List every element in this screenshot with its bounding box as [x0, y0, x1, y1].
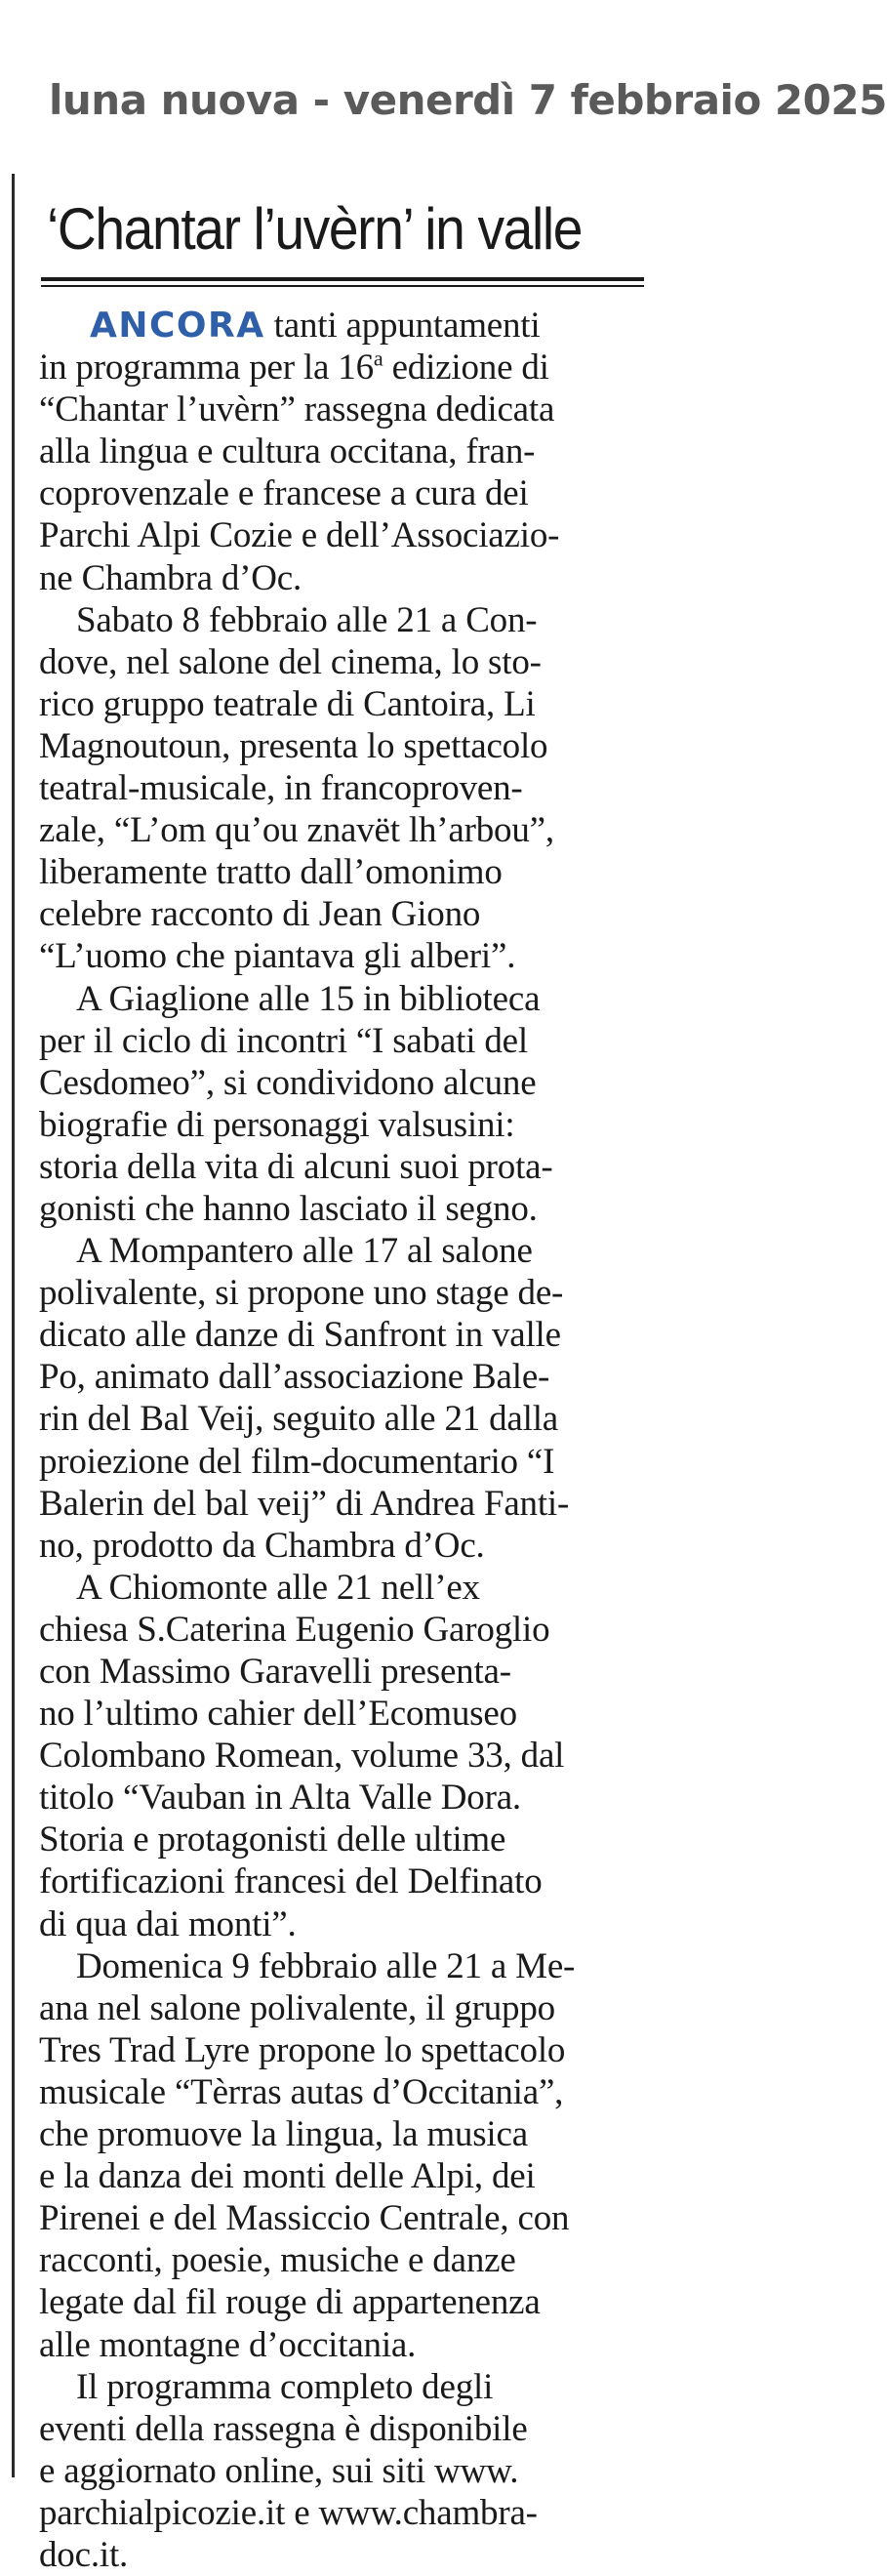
- article-line: chiesa S.Caterina Eugenio Garoglio: [39, 1609, 550, 1650]
- article-line-text: edizione di: [383, 348, 549, 388]
- article-line: eventi della rassegna è disponibile: [39, 2408, 528, 2449]
- article-line: legate dal fil rouge di appartenenza: [39, 2282, 541, 2323]
- article-line: doc.it.: [39, 2534, 129, 2575]
- article-line: no, prodotto da Chambra d’Oc.: [39, 1525, 485, 1566]
- article-line: Storia e protagonisti delle ultime: [39, 1820, 506, 1860]
- article-line: e la danza dei monti delle Alpi, dei: [39, 2156, 536, 2197]
- article-line: parchialpicozie.it e www.chambra-: [39, 2492, 538, 2533]
- article-line: [39, 305, 644, 347]
- article-line: polivalente, si propone uno stage de-: [39, 1273, 564, 1314]
- article-line: dicato alle danze di Sanfront in valle: [39, 1315, 561, 1356]
- article-line: “L’uomo che piantava gli alberi”.: [39, 936, 516, 977]
- article-line: alle montagne d’occitania.: [39, 2324, 417, 2365]
- article-line: alla lingua e cultura occitana, fran-: [39, 431, 536, 472]
- column-divider: [12, 174, 15, 2477]
- article-line: Cesdomeo”, si condividono alcune: [39, 1062, 537, 1103]
- article-line: A Giaglione alle 15 in biblioteca: [76, 978, 541, 1019]
- article-line: Il programma completo degli: [76, 2366, 494, 2407]
- article-title: ‘Chantar l’uvèrn’ in valle: [47, 196, 583, 262]
- article-line: liberamente tratto dall’omonimo: [39, 852, 503, 893]
- article-line: ne Chambra d’Oc.: [39, 557, 302, 598]
- article-line: storia della vita di alcuni suoi prota-: [39, 1146, 553, 1187]
- article-line: titolo “Vauban in Alta Valle Dora.: [39, 1778, 521, 1819]
- article-line: “Chantar l’uvèrn” rassegna dedicata: [39, 389, 555, 430]
- article-line: Sabato 8 febbraio alle 21 a Con-: [76, 599, 538, 640]
- article-line: A Chiomonte alle 21 nell’ex: [76, 1567, 480, 1608]
- article-line: proiezione del film-documentario “I: [39, 1441, 555, 1482]
- article-line: e aggiornato online, sui siti www.: [39, 2450, 519, 2491]
- article-line: coprovenzale e francese a cura dei: [39, 473, 529, 514]
- ordinal-indicator: a: [373, 346, 383, 371]
- article-line: Tres Trad Lyre propone lo spettacolo: [39, 2029, 566, 2070]
- article-line: gonisti che hanno lasciato il segno.: [39, 1188, 538, 1229]
- article-line: teatral-musicale, in francoproven-: [39, 768, 523, 809]
- article-line: zale, “L’om qu’ou znavët lh’arbou”,: [39, 810, 554, 851]
- article-line-text: tanti appuntamenti: [273, 306, 541, 346]
- article-line: dove, nel salone del cinema, lo sto-: [39, 641, 542, 682]
- article-line: con Massimo Garavelli presenta-: [39, 1652, 511, 1692]
- article-line: ana nel salone polivalente, il gruppo: [39, 1987, 555, 2028]
- article-line: A Mompantero alle 17 al salone: [76, 1231, 533, 1272]
- article-line: rico gruppo teatrale di Cantoira, Li: [39, 683, 536, 724]
- article-body: [39, 305, 644, 2576]
- article-line-text: in programma per la 16: [39, 348, 374, 388]
- article-line: rin del Bal Veij, seguito alle 21 dalla: [39, 1399, 559, 1440]
- article-line: celebre racconto di Jean Giono: [39, 894, 481, 935]
- article-line: Magnoutoun, presenta lo spettacolo: [39, 725, 548, 766]
- article-line: Po, animato dall’associazione Bale-: [39, 1357, 550, 1398]
- article-line: Domenica 9 febbraio alle 21 a Me-: [76, 1945, 576, 1986]
- article-line: Colombano Romean, volume 33, dal: [39, 1736, 565, 1777]
- article-line: Parchi Alpi Cozie e dell’Associazio-: [39, 515, 560, 556]
- title-rule-thin: [41, 285, 644, 287]
- page-header-dateline: luna nuova - venerdì 7 febbraio 2025: [49, 76, 887, 124]
- article-line: di qua dai monti”.: [39, 1903, 297, 1944]
- article-line: Pirenei e del Massiccio Centrale, con: [39, 2198, 570, 2239]
- article-lines: [39, 388, 644, 2576]
- article-line: [39, 347, 644, 388]
- article-line: no l’ultimo cahier dell’Ecomuseo: [39, 1694, 517, 1735]
- article-line: racconti, poesie, musiche e danze: [39, 2240, 516, 2281]
- article-line: Balerin del bal veij” di Andrea Fanti-: [39, 1483, 570, 1524]
- article-line: musicale “Tèrras autas d’Occitania”,: [39, 2071, 564, 2112]
- lead-word: ANCORA: [90, 306, 265, 346]
- article-line: che promuove la lingua, la musica: [39, 2114, 528, 2155]
- article-line: biografie di personaggi valsusini:: [39, 1104, 515, 1145]
- title-rule-thick: [41, 277, 644, 281]
- article-line: per il ciclo di incontri “I sabati del: [39, 1020, 528, 1061]
- article-line: fortificazioni francesi del Delfinato: [39, 1861, 543, 1902]
